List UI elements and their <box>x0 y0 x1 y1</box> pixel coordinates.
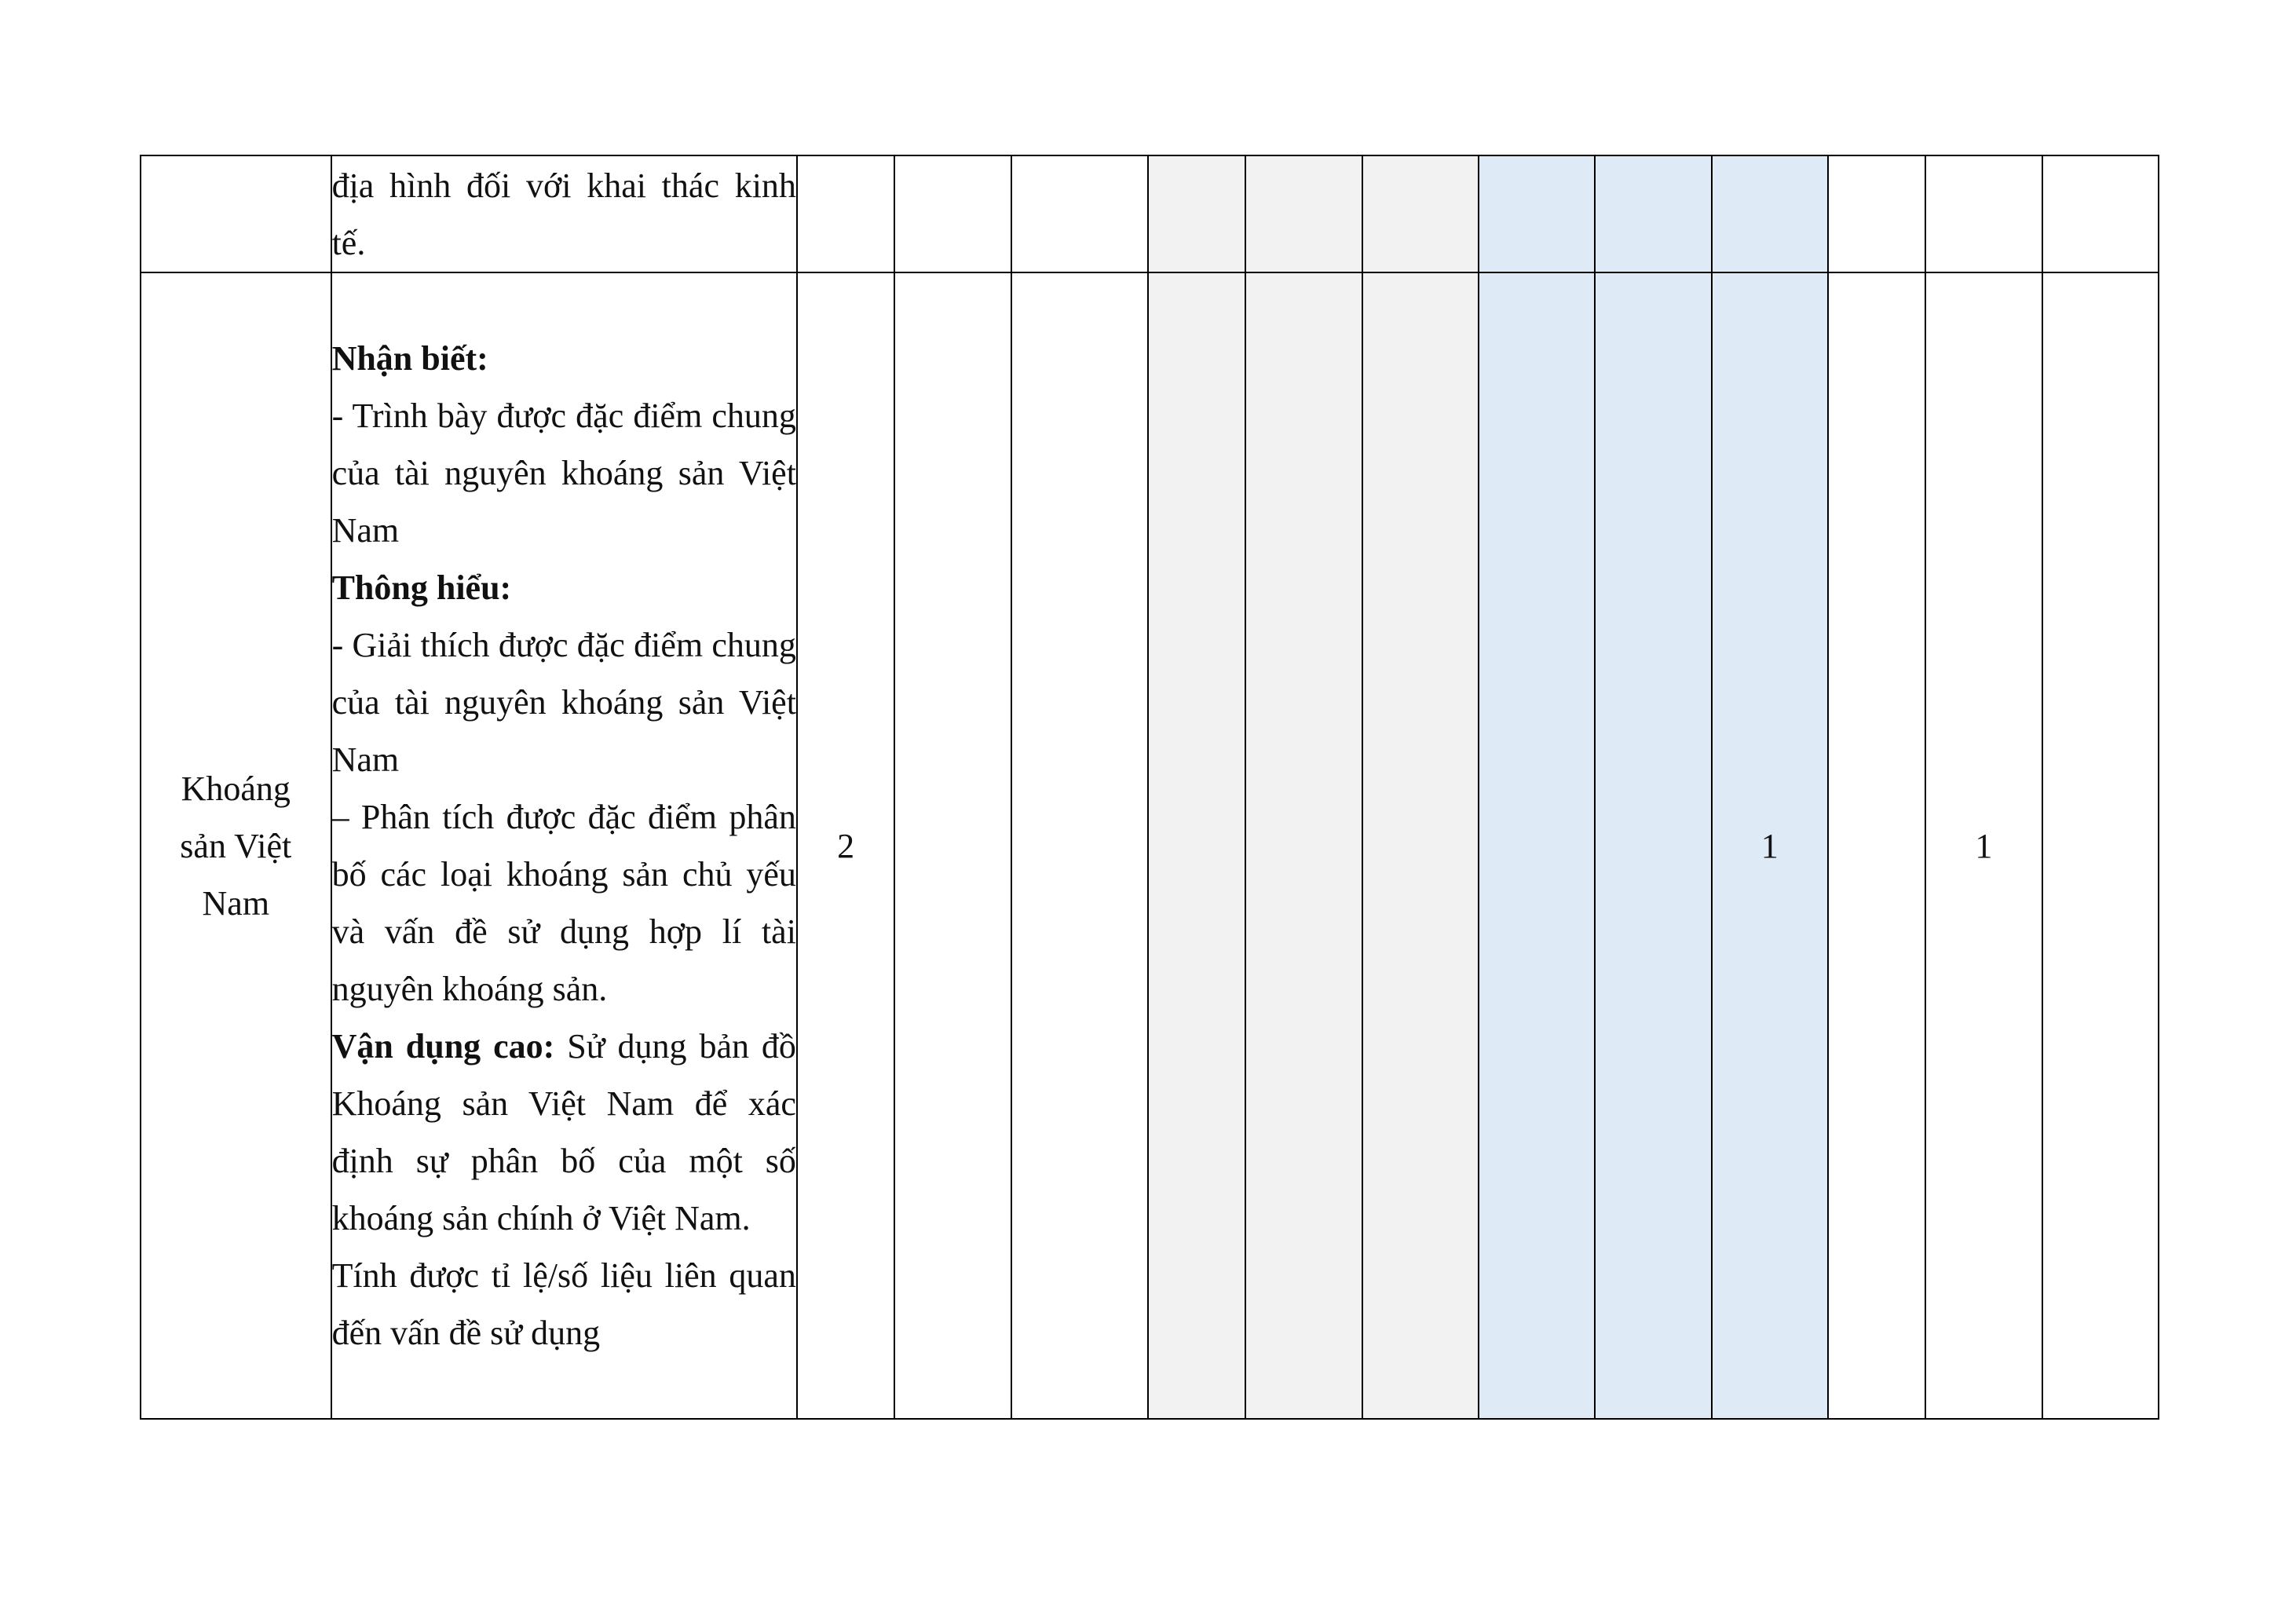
requirement-cell <box>331 155 797 272</box>
count-cell: 1 <box>1925 272 2042 1419</box>
count-cell <box>1362 272 1479 1419</box>
count-cell <box>1362 155 1479 272</box>
topic-text: Khoáng sản Việt Nam <box>180 769 292 923</box>
table-row <box>141 272 2159 1419</box>
count-cell <box>1245 155 1362 272</box>
thong-hieu-label: Thông hiểu: <box>331 568 512 607</box>
count-cell <box>1828 272 1925 1419</box>
nhan-biet-label: Nhận biết: <box>331 339 488 378</box>
extra-text: Tính được tỉ lệ/số liệu liên quan đến vấn đề sử dụng <box>331 1256 796 1352</box>
count-cell <box>1011 272 1148 1419</box>
count-cell: 1 <box>1712 272 1828 1419</box>
count-cell <box>894 272 1011 1419</box>
topic-cell <box>141 272 331 1419</box>
count-cell <box>1712 155 1828 272</box>
count-cell <box>1595 155 1711 272</box>
requirement-cell <box>331 272 797 1419</box>
count-cell <box>1925 155 2042 272</box>
table-row <box>141 155 2159 272</box>
count-cell <box>2042 155 2159 272</box>
count-cell <box>797 155 894 272</box>
count-cell <box>1011 155 1148 272</box>
requirement-text: địa hình đối với khai thác kinh tế. <box>331 166 796 262</box>
count-cell <box>1828 155 1925 272</box>
count-cell <box>1148 155 1245 272</box>
count-cell <box>1148 272 1245 1419</box>
thong-hieu-text-2: – Phân tích được đặc điểm phân bố các loại khoáng sản chủ yếu và vấn đề sử dụng hợp lí tài nguyên khoáng sản. <box>331 798 796 1008</box>
van-dung-cao-text: Sử dụng bản đồ Khoáng sản Việt Nam để xác định sự phân bố của một số khoáng sản chính ở Việt Nam. <box>331 1027 796 1237</box>
count-cell <box>1595 272 1711 1419</box>
count-cell <box>2042 272 2159 1419</box>
count-cell <box>1479 155 1595 272</box>
count-cell <box>894 155 1011 272</box>
count-cell <box>1479 272 1595 1419</box>
count-cell <box>1245 272 1362 1419</box>
assessment-matrix-table <box>140 155 2159 1420</box>
thong-hieu-text-1: - Giải thích được đặc điểm chung của tài nguyên khoáng sản Việt Nam <box>331 626 796 779</box>
count-cell: 2 <box>797 272 894 1419</box>
nhan-biet-text: - Trình bày được đặc điểm chung của tài nguyên khoáng sản Việt Nam <box>331 397 796 550</box>
topic-cell <box>141 155 331 272</box>
van-dung-cao-label: Vận dụng cao: <box>331 1027 555 1066</box>
